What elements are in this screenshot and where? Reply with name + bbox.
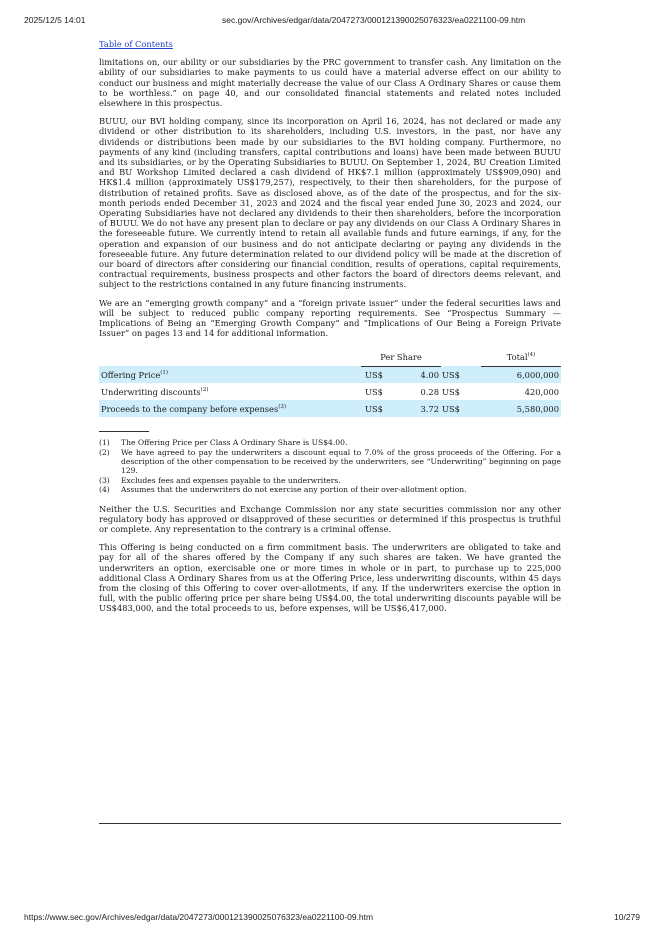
total-value: 5,580,000 [481, 400, 561, 417]
paragraph-dividends: BUUU, our BVI holding company, since its incorporation on April 16, 2024, has not declared or made any dividend or other distribution to its shareholders, including U.S. investors, in the past, nor have any dividends or distributions been made by our subsidiaries to the BVI holding company. Furthermore, no payments of any kind (including transfers, capital contributions and loans) have been made between BUUU and its subsidiaries, or by the Operating Subsidiaries to BUUU. On September 1, 2024, BU Creation Limited and BU Workshop Limited declared a cash dividend of HK$7.1 million (approximately US$909,090) and HK$1.4 million (approximately US$179,257), respectively, to their then shareholders, for the purpose of distribution of retained profits. Save as disclosed above, as of the date of the prospectus, and for the six-month periods ended December 31, 2023 and 2024 and the fiscal year ended June 30, 2023 and 2024, our Operating Subsidiaries have not declared any dividends to their then shareholders, before the incorporation of BUUU. We do not have any present plan to declare or pay any dividends on our Class A Ordinary Shares in the foreseeable future. We currently intend to retain all available funds and future earnings, if any, for the operation and expansion of our business and do not anticipate declaring or paying any dividends in the foreseeable future. Any future determination related to our dividend policy will be made at the discretion of our board of directors after considering our financial condition, results of operations, capital requirements, contractual requirements, business prospects and other factors the board of directors deems relevant, and subject to the restrictions contained in any future financing instruments. [99, 116, 561, 290]
table-row [99, 366, 561, 383]
footnote-item [99, 448, 561, 476]
paragraph-transfer-limitations: limitations on, our ability or our subsidiaries by the PRC government to transfer cash. Any limitation on the ability of our subsidiaries to make payments to us could have a material adverse effect on our ability to conduct our business and might materially decrease the value of our Class A Ordinary Shares or cause them to be worthless.” on page 40, and our consolidated financial statements and related notes included elsewhere in this prospectus. [99, 57, 561, 109]
browser-print-header [0, 0, 662, 40]
total-value: 6,000,000 [481, 366, 561, 383]
currency: US$ [441, 366, 481, 383]
per-share-value: 4.00 [401, 366, 441, 383]
browser-print-footer [0, 906, 662, 936]
footnote-text: Excludes fees and expenses payable to the underwriters. [121, 475, 341, 485]
footnote-divider [99, 431, 149, 432]
footnotes [99, 438, 561, 494]
footnote-mark: (2) [99, 447, 110, 457]
footnote-item [99, 438, 561, 447]
footnote-mark: (1) [99, 438, 110, 448]
currency: US$ [365, 386, 383, 397]
footnote-mark: (3) [99, 475, 110, 485]
document-body [99, 39, 561, 622]
footnote-text: Assumes that the underwriters do not exercise any portion of their over-allotment option. [121, 485, 467, 495]
currency: US$ [361, 366, 401, 383]
footnote-text: We have agreed to pay the underwriters a discount equal to 7.0% of the gross proceeds of the Offering. For a description of the other compensation to be received by the underwriters, see “Underwriting” beginning on page 129. [121, 447, 561, 476]
table-row [99, 400, 561, 417]
row-label: Underwriting discounts$^{(2)}$ [101, 386, 209, 397]
header-per-share: Per Share [361, 350, 441, 366]
paragraph-emerging-growth: We are an “emerging growth company” and a “foreign private issuer” under the federal securities laws and will be subject to reduced public company reporting requirements. See “Prospectus Summary — Implications of Being an “Emerging Growth Company” and “Implications of Our Being a Foreign Private Issuer” on pages 13 and 14 for additional information. [99, 297, 561, 339]
offering-table [99, 350, 561, 417]
footnote-text: The Offering Price per Class A Ordinary Share is US$4.00. [121, 438, 348, 448]
footnote-mark: (4) [99, 485, 110, 495]
offering-table-header [99, 350, 561, 366]
table-row [99, 383, 561, 400]
print-datetime: 2025/12/5 14:01 [24, 15, 86, 25]
footnote-item [99, 485, 561, 494]
page-end-divider [99, 823, 561, 824]
footnote-ref: (3) [278, 403, 287, 410]
per-share-value: 0.28 [420, 386, 439, 397]
header-total: Total$^{(4)}$ [481, 350, 561, 366]
footnote-item [99, 476, 561, 485]
currency: US$ [361, 400, 401, 417]
footnote-ref: (2) [200, 386, 209, 393]
footnote-ref: (1) [160, 369, 169, 376]
footnote-ref: (4) [527, 352, 536, 359]
print-footer-url: https://www.sec.gov/Archives/edgar/data/2047273/000121390025076323/ea0221100-09.htm [24, 912, 374, 922]
paragraph-sec-disclaimer: Neither the U.S. Securities and Exchange Commission nor any state securities commission nor any other regulatory body has approved or disapproved of these securities or determined if this prospectus is truthful or complete. Any representation to the contrary is a criminal offense. [99, 503, 561, 535]
print-page-indicator: 10/279 [614, 912, 640, 922]
paragraph-firm-commitment: This Offering is being conducted on a firm commitment basis. The underwriters are obligated to take and pay for all of the shares offered by the Company if any such shares are taken. We have granted the underwriters an option, exercisable one or more times in whole or in part, to purchase up to 225,000 additional Class A Ordinary Shares from us at the Offering Price, less underwriting discounts, within 45 days from the closing of this Offering to cover over-allotments, if any. If the underwriters exercise the option in full, with the public offering price per share being US$4.00, the total underwriting discounts payable will be US$483,000, and the total proceeds to us, before expenses, will be US$6,417,000. [99, 542, 561, 614]
print-header-url: sec.gov/Archives/edgar/data/2047273/000121390025076323/ea0221100-09.htm [222, 15, 526, 25]
currency: US$ [442, 386, 460, 397]
row-label: Proceeds to the company before expenses$^{(3)}$ [99, 400, 361, 417]
row-label: Offering Price$^{(1)}$ [99, 366, 361, 383]
currency: US$ [441, 400, 481, 417]
per-share-value: 3.72 [401, 400, 441, 417]
table-of-contents-link[interactable]: Table of Contents [99, 39, 173, 49]
total-value: 420,000 [524, 386, 559, 397]
